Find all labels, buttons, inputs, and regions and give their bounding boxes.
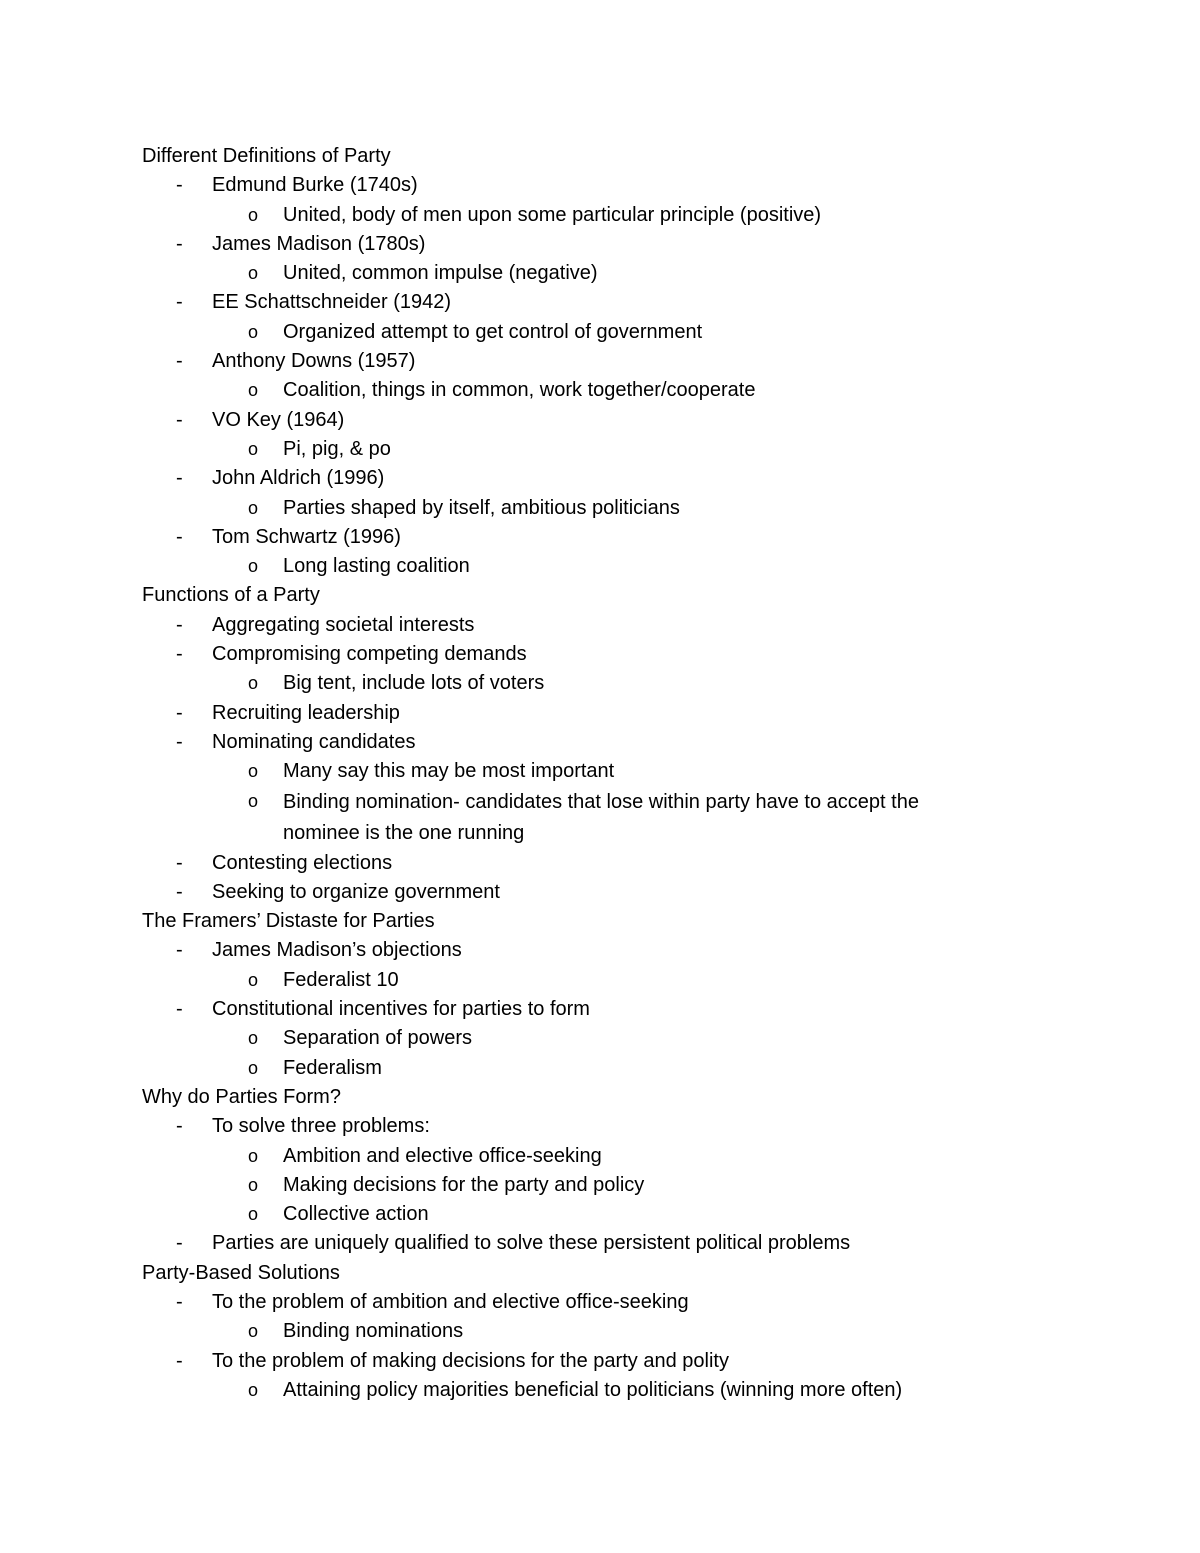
outline-section <box>142 142 1042 581</box>
circle-bullet: o <box>248 1321 259 1342</box>
sub-bullet-text: Coalition, things in common, work together/cooperate <box>283 379 756 402</box>
sub-bullet-text: United, body of men upon some particular principle (positive) <box>283 203 822 226</box>
sub-bullet-item <box>142 494 1042 523</box>
bullet-text: Recruiting leadership <box>212 701 400 724</box>
bullet-item <box>142 878 1042 907</box>
bullet-item <box>142 1288 1042 1317</box>
sub-bullet-item <box>142 552 1042 581</box>
sub-bullet-item <box>142 1142 1042 1171</box>
bullet-text: EE Schattschneider (1942) <box>212 291 452 314</box>
dash-bullet: - <box>176 643 183 666</box>
circle-bullet: o <box>248 673 259 694</box>
bullet-text: Anthony Downs (1957) <box>212 350 416 373</box>
circle-bullet: o <box>248 1145 259 1166</box>
bullet-text: To the problem of ambition and elective office-seeking <box>212 1290 689 1313</box>
dash-bullet: - <box>176 939 183 962</box>
circle-bullet: o <box>248 1174 259 1195</box>
bullet-text: VO Key (1964) <box>212 408 345 431</box>
sub-bullet-item <box>142 1317 1042 1346</box>
bullet-item <box>142 171 1042 200</box>
bullet-text: John Aldrich (1996) <box>212 467 385 490</box>
section-heading: Different Definitions of Party <box>142 145 391 167</box>
sub-bullet-text: Making decisions for the party and policy <box>283 1173 645 1196</box>
bullet-text: Compromising competing demands <box>212 643 527 666</box>
bullet-item <box>142 611 1042 640</box>
bullet-item <box>142 728 1042 757</box>
circle-bullet: o <box>248 438 259 459</box>
dash-bullet: - <box>176 1349 183 1372</box>
sub-bullet-item <box>142 787 1042 849</box>
circle-bullet: o <box>248 497 259 518</box>
sub-bullet-text: Collective action <box>283 1203 429 1226</box>
circle-bullet: o <box>248 263 259 284</box>
dash-bullet: - <box>176 232 183 255</box>
outline-section <box>142 907 1042 1083</box>
bullet-item <box>142 1112 1042 1141</box>
bullet-item <box>142 995 1042 1024</box>
circle-bullet: o <box>248 1028 259 1049</box>
outline-section <box>142 1259 1042 1405</box>
circle-bullet: o <box>248 380 259 401</box>
bullet-text: Parties are uniquely qualified to solve these persistent political problems <box>212 1232 851 1255</box>
dash-bullet: - <box>176 525 183 548</box>
circle-bullet: o <box>248 1057 259 1078</box>
bullet-text: Contesting elections <box>212 851 393 874</box>
bullet-text: Aggregating societal interests <box>212 613 475 636</box>
sub-bullet-text: Federalism <box>283 1056 382 1079</box>
circle-bullet: o <box>248 1204 259 1225</box>
outline-section <box>142 1083 1042 1259</box>
dash-bullet: - <box>176 174 183 197</box>
circle-bullet: o <box>248 204 259 225</box>
bullet-text: Edmund Burke (1740s) <box>212 174 418 197</box>
circle-bullet: o <box>248 321 259 342</box>
sub-bullet-item <box>142 318 1042 347</box>
dash-bullet: - <box>176 291 183 314</box>
sub-bullet-text: Parties shaped by itself, ambitious politicians <box>283 496 680 519</box>
dash-bullet: - <box>176 851 183 874</box>
bullet-item <box>142 1347 1042 1376</box>
sub-bullet-item <box>142 1171 1042 1200</box>
bullet-text: Constitutional incentives for parties to form <box>212 998 590 1021</box>
bullet-item <box>142 288 1042 317</box>
sub-bullet-text: Federalist 10 <box>283 968 399 991</box>
bullet-text: To solve three problems: <box>212 1115 430 1138</box>
sub-bullet-text: Binding nomination- candidates that lose within party have to accept the nominee is the one running <box>283 790 919 844</box>
sub-bullet-text: Attaining policy majorities beneficial to politicians (winning more often) <box>283 1378 903 1401</box>
circle-bullet: o <box>248 761 259 782</box>
sub-bullet-text: Organized attempt to get control of government <box>283 320 703 343</box>
dash-bullet: - <box>176 730 183 753</box>
bullet-item <box>142 523 1042 552</box>
bullet-text: James Madison’s objections <box>212 939 462 962</box>
bullet-item <box>142 699 1042 728</box>
circle-bullet: o <box>248 1379 259 1400</box>
sub-bullet-item <box>142 1200 1042 1229</box>
dash-bullet: - <box>176 350 183 373</box>
dash-bullet: - <box>176 467 183 490</box>
circle-bullet: o <box>248 969 259 990</box>
bullet-item <box>142 406 1042 435</box>
dash-bullet: - <box>176 1115 183 1138</box>
sub-bullet-item <box>142 966 1042 995</box>
dash-bullet: - <box>176 1232 183 1255</box>
bullet-text: Seeking to organize government <box>212 880 500 903</box>
bullet-text: To the problem of making decisions for the party and polity <box>212 1349 729 1372</box>
dash-bullet: - <box>176 998 183 1021</box>
bullet-item <box>142 1229 1042 1258</box>
outline-section <box>142 581 1042 907</box>
dash-bullet: - <box>176 613 183 636</box>
sub-bullet-item <box>142 1054 1042 1083</box>
sub-bullet-item <box>142 669 1042 698</box>
bullet-item <box>142 849 1042 878</box>
sub-bullet-text: United, common impulse (negative) <box>283 262 598 285</box>
sub-bullet-item <box>142 201 1042 230</box>
sub-bullet-text: Binding nominations <box>283 1320 464 1343</box>
section-heading: Why do Parties Form? <box>142 1085 341 1108</box>
bullet-item <box>142 230 1042 259</box>
sub-bullet-text: Pi, pig, & po <box>283 437 391 460</box>
circle-bullet: o <box>248 556 259 577</box>
dash-bullet: - <box>176 408 183 431</box>
sub-bullet-text: Big tent, include lots of voters <box>283 672 545 695</box>
sub-bullet-text: Long lasting coalition <box>283 555 470 578</box>
bullet-item <box>142 464 1042 493</box>
section-heading: Functions of a Party <box>142 584 320 607</box>
sub-bullet-text: Many say this may be most important <box>283 760 615 783</box>
section-heading: Party-Based Solutions <box>142 1261 340 1284</box>
circle-bullet: o <box>248 790 259 811</box>
notes-outline <box>142 142 1042 1405</box>
section-heading: The Framers’ Distaste for Parties <box>142 910 435 933</box>
dash-bullet: - <box>176 701 183 724</box>
sub-bullet-item <box>142 1376 1042 1405</box>
sub-bullet-item <box>142 259 1042 288</box>
sub-bullet-text: Separation of powers <box>283 1027 473 1050</box>
sub-bullet-item <box>142 435 1042 464</box>
bullet-item <box>142 640 1042 669</box>
bullet-text: Nominating candidates <box>212 730 416 753</box>
sub-bullet-item <box>142 757 1042 786</box>
dash-bullet: - <box>176 1290 183 1313</box>
bullet-item <box>142 936 1042 965</box>
dash-bullet: - <box>176 880 183 903</box>
bullet-text: James Madison (1780s) <box>212 232 426 255</box>
bullet-item <box>142 347 1042 376</box>
sub-bullet-text: Ambition and elective office-seeking <box>283 1144 602 1167</box>
bullet-text: Tom Schwartz (1996) <box>212 525 401 548</box>
sub-bullet-item <box>142 376 1042 405</box>
sub-bullet-item <box>142 1024 1042 1053</box>
